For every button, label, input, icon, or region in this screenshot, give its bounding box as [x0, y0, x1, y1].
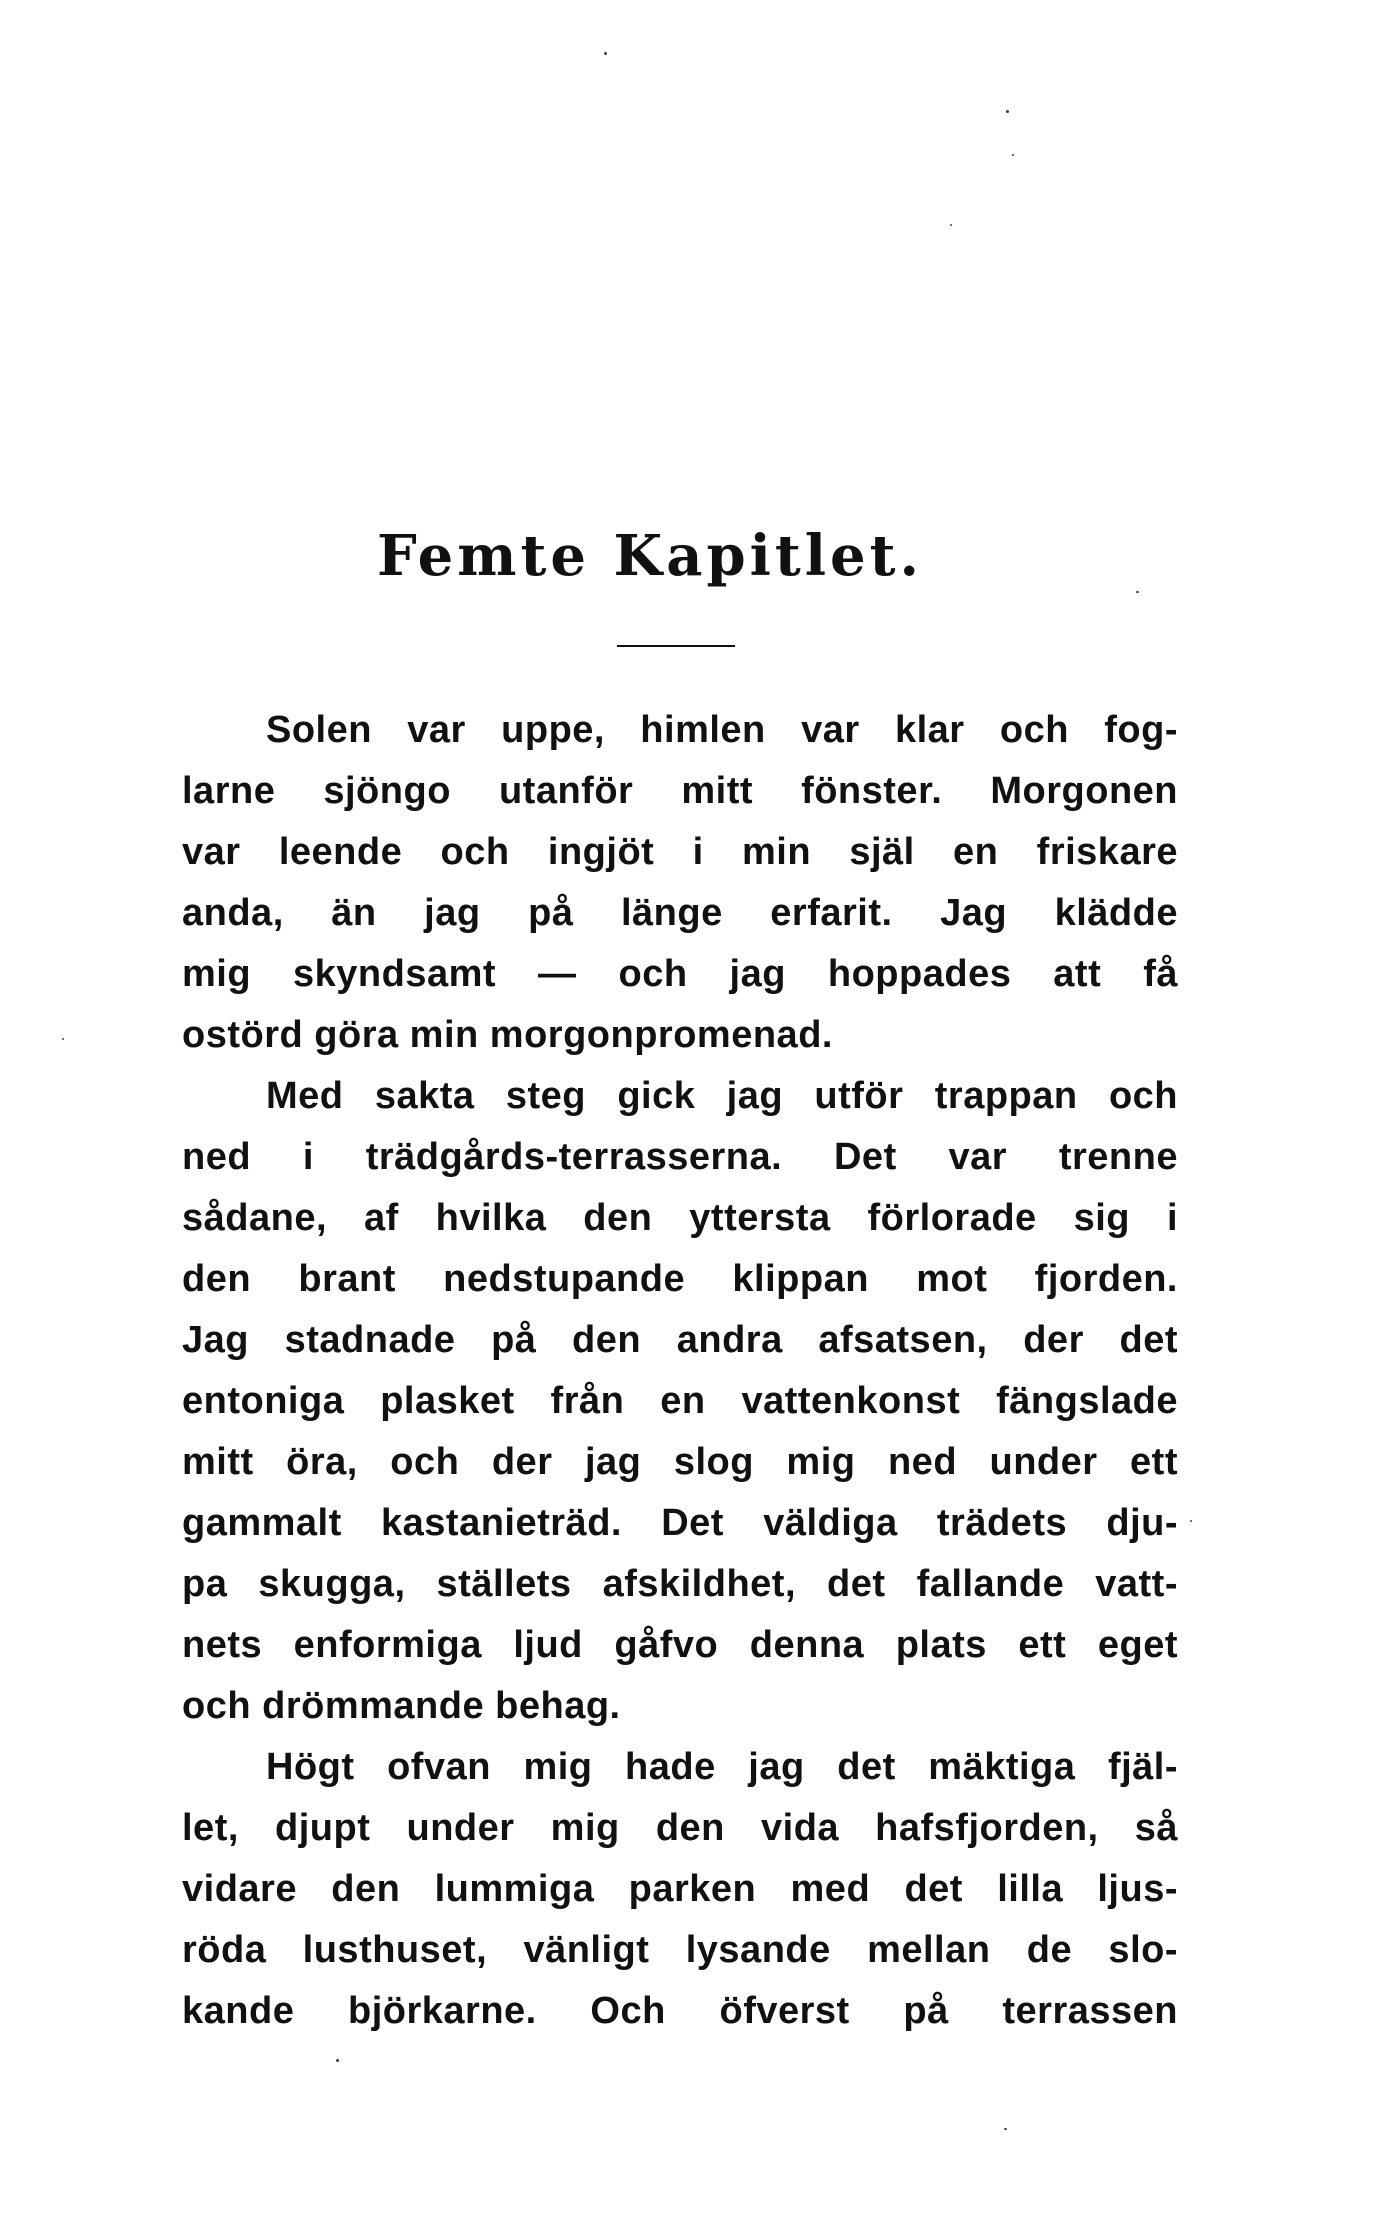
speck	[62, 1038, 64, 1040]
text-line: den brant nedstupande klippan mot fjorden.	[182, 1258, 1178, 1300]
text-line: let, djupt under mig den vida hafsfjorden, så	[182, 1807, 1178, 1849]
speck	[1136, 591, 1139, 593]
speck	[1004, 2128, 1007, 2130]
text-line: Solen var uppe, himlen var klar och fog-	[266, 709, 1178, 751]
text-line: nets enformiga ljud gåfvo denna plats ett eget	[182, 1624, 1178, 1666]
speck	[1012, 154, 1014, 156]
text-line: mitt öra, och der jag slog mig ned under ett	[182, 1441, 1178, 1483]
text-line: Jag stadnade på den andra afsatsen, der det	[182, 1319, 1178, 1361]
text-line: sådane, af hvilka den yttersta förlorade sig i	[182, 1197, 1178, 1239]
speck	[950, 224, 952, 226]
text-line: röda lusthuset, vänligt lysande mellan de slo-	[182, 1929, 1178, 1971]
text-line: larne sjöngo utanför mitt fönster. Morgonen	[182, 770, 1178, 812]
text-line: Med sakta steg gick jag utför trappan och	[266, 1075, 1178, 1117]
speck	[1190, 1520, 1192, 1522]
chapter-title: Femte Kapitlet.	[376, 523, 924, 589]
speck	[336, 2059, 339, 2062]
speck	[1006, 110, 1009, 113]
speck	[604, 52, 607, 55]
text-line: och drömmande behag.	[182, 1685, 621, 1727]
text-line: ned i trädgårds-terrasserna. Det var trenne	[182, 1136, 1178, 1178]
text-line: Högt ofvan mig hade jag det mäktiga fjäl-	[266, 1746, 1178, 1788]
text-line: anda, än jag på länge erfarit. Jag klädde	[182, 892, 1178, 934]
text-line: var leende och ingjöt i min själ en friskare	[182, 831, 1178, 873]
text-line: mig skyndsamt — och jag hoppades att få	[182, 953, 1178, 995]
body-text	[182, 700, 1178, 2042]
text-line: pa skugga, ställets afskildhet, det fallande vatt-	[182, 1563, 1178, 1605]
text-line: kande björkarne. Och öfverst på terrassen	[182, 1990, 1178, 2032]
text-line: vidare den lummiga parken med det lilla ljus-	[182, 1868, 1178, 1910]
title-divider	[617, 645, 735, 647]
text-line: ostörd göra min morgonpromenad.	[182, 1014, 833, 1056]
text-line: gammalt kastanieträd. Det väldiga trädets dju-	[182, 1502, 1178, 1544]
text-line: entoniga plasket från en vattenkonst fängslade	[182, 1380, 1178, 1422]
